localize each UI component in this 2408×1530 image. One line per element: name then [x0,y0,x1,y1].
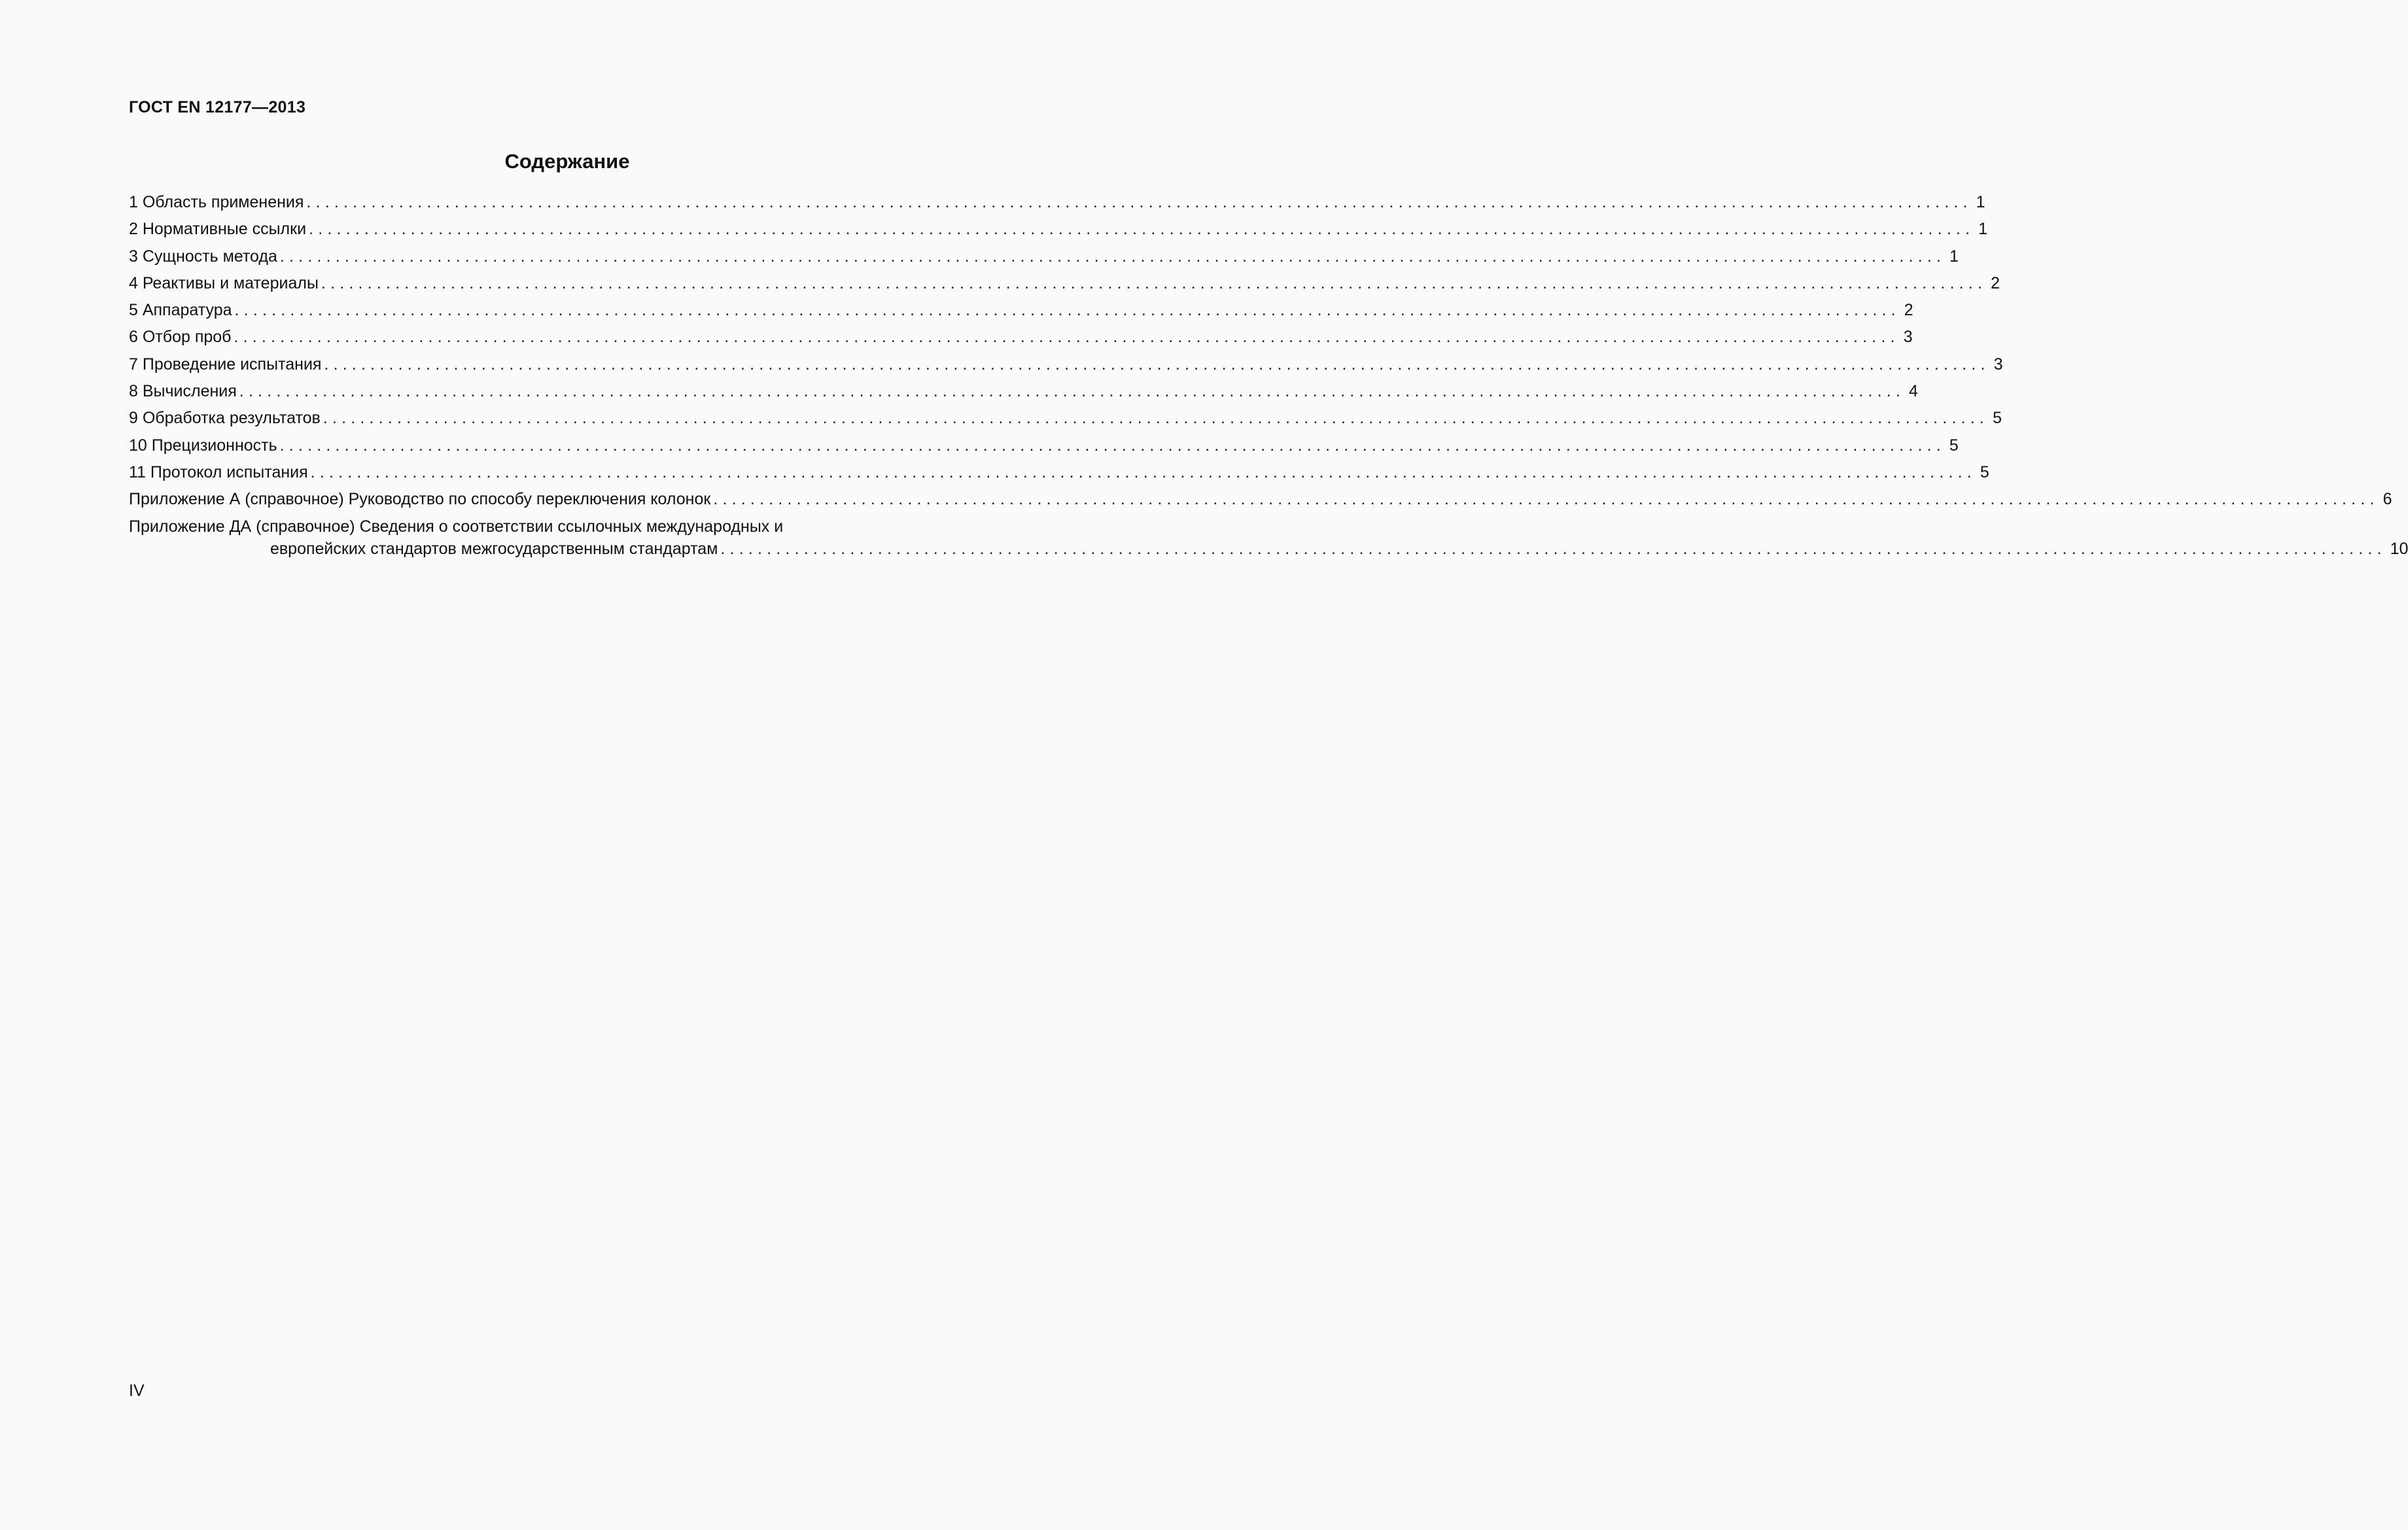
toc-page-number: 5 [1980,462,1989,481]
toc-entry[interactable] [129,409,2002,437]
toc-title: Содержание [504,150,630,173]
toc-page-number: 3 [1903,328,1913,347]
toc-entry-text: 8 Вычисления [129,382,237,401]
toc-page-number: 2 [1991,273,2000,292]
toc-entry-text: 2 Нормативные ссылки [129,220,307,239]
toc-leader-dots: .................................................................................................................................................................................... [234,301,1900,320]
toc-page-number: 5 [1949,436,1959,455]
toc-entry[interactable] [129,462,1989,491]
toc-entry[interactable] [129,328,1913,356]
toc-leader-dots: .................................................................................................................................................................................... [309,220,1975,239]
toc-page-number: 1 [1978,220,1988,239]
toc-page-number: 6 [2382,490,2392,509]
toc-leader-dots: .................................................................................................................................................................................... [306,193,1972,211]
toc-leader-dots: .................................................................................................................................................................................... [713,490,2379,509]
toc-page-number: 1 [1976,193,1985,211]
table-of-contents [129,193,2408,558]
toc-page-number: 5 [1993,409,2002,428]
toc-page-number: 10 [2390,539,2408,558]
toc-leader-dots: .................................................................................................................................................................................... [310,462,1976,481]
toc-leader-dots: .................................................................................................................................................................................... [720,539,2386,558]
toc-leader-dots: .................................................................................................................................................................................... [234,328,1900,347]
toc-entry[interactable] [129,220,1988,248]
toc-page-number: 2 [1904,301,1913,320]
toc-page-number: 4 [1909,382,1918,401]
page-number-footer: IV [129,1382,145,1400]
toc-entry-appendix-da[interactable] [129,517,2408,558]
document-code: ГОСТ EN 12177—2013 [129,98,306,116]
toc-leader-dots: .................................................................................................................................................................................... [239,382,1906,401]
toc-entry[interactable] [129,301,1913,329]
toc-page-number: 1 [1949,247,1959,266]
toc-entry[interactable] [129,247,1959,275]
toc-entry[interactable] [129,193,1985,221]
toc-leader-dots: .................................................................................................................................................................................... [279,247,1946,266]
toc-entry-text: 4 Реактивы и материалы [129,273,319,292]
toc-entry[interactable] [129,382,1918,410]
toc-entry-text: 1 Область применения [129,193,304,211]
toc-entry-text-continued: европейских стандартов межгосударственным стандартам [270,539,718,558]
toc-entry-text: 3 Сущность метода [129,247,277,266]
toc-leader-dots: .................................................................................................................................................................................... [321,273,1987,292]
toc-leader-dots: .................................................................................................................................................................................... [323,409,1989,428]
toc-leader-dots: .................................................................................................................................................................................... [279,436,1946,455]
toc-entry[interactable] [129,273,2000,302]
toc-entry-text: 10 Прецизионность [129,436,277,455]
toc-entry[interactable] [129,355,2003,383]
toc-entry-text: 6 Отбор проб [129,328,232,347]
toc-entry-text: 7 Проведение испытания [129,355,322,374]
toc-entry-text: 11 Протокол испытания [129,462,308,481]
toc-entry[interactable] [129,436,1959,464]
toc-leader-dots: .................................................................................................................................................................................... [324,355,1990,374]
toc-entry-text: 9 Обработка результатов [129,409,321,428]
toc-entry-text: Приложение А (справочное) Руководство по способу переключения колонок [129,490,711,509]
toc-entry-text: Приложение ДА (справочное) Сведения о соответствии ссылочных международных и [129,517,784,536]
toc-page-number: 3 [1993,355,2003,374]
toc-entry-text: 5 Аппаратура [129,301,232,320]
toc-entry[interactable] [129,490,2392,518]
